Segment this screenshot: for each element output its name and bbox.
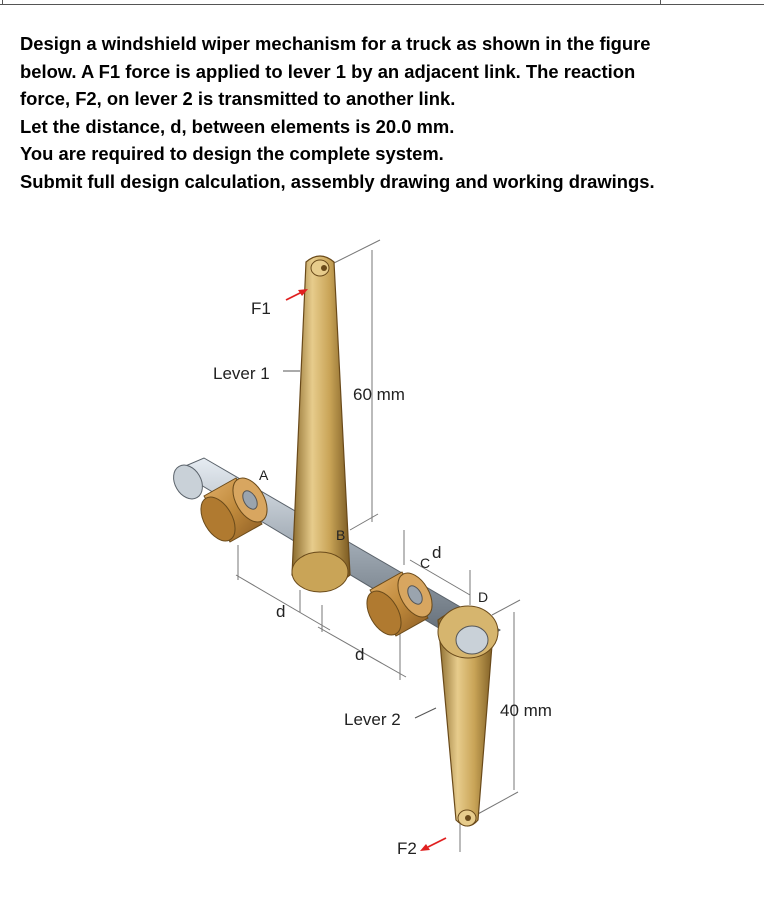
label-point-d: D xyxy=(478,589,489,605)
label-f2: F2 xyxy=(397,839,417,858)
problem-line-2: below. A F1 force is applied to lever 1 by an adjacent link. The reaction xyxy=(20,60,636,82)
label-dim-40mm: 40 mm xyxy=(500,701,552,720)
label-d-left: d xyxy=(276,602,286,621)
label-lever-1: Lever 1 xyxy=(213,364,270,383)
lever-2 xyxy=(438,606,498,826)
label-lever-2: Lever 2 xyxy=(344,710,401,729)
label-f1: F1 xyxy=(251,299,271,318)
problem-line-5: You are required to design the complete system. xyxy=(20,143,444,165)
problem-line-1: Design a windshield wiper mechanism for a truck as shown in the figure xyxy=(20,33,651,54)
force-f2-arrow xyxy=(428,838,446,847)
problem-line-3: force, F2, on lever 2 is transmitted to another link. xyxy=(20,88,456,110)
problem-line-6: Submit full design calculation, assembly drawing and working drawings. xyxy=(20,170,655,192)
label-d-upper: d xyxy=(432,543,442,562)
label-point-b: B xyxy=(336,527,346,543)
label-point-c: C xyxy=(420,555,431,571)
label-point-a: A xyxy=(259,467,269,483)
label-dim-60mm: 60 mm xyxy=(353,385,405,404)
lever-2-leader xyxy=(415,708,436,718)
label-d-lower: d xyxy=(355,645,365,664)
problem-line-4: Let the distance, d, between elements is 20.0 mm. xyxy=(20,115,455,137)
